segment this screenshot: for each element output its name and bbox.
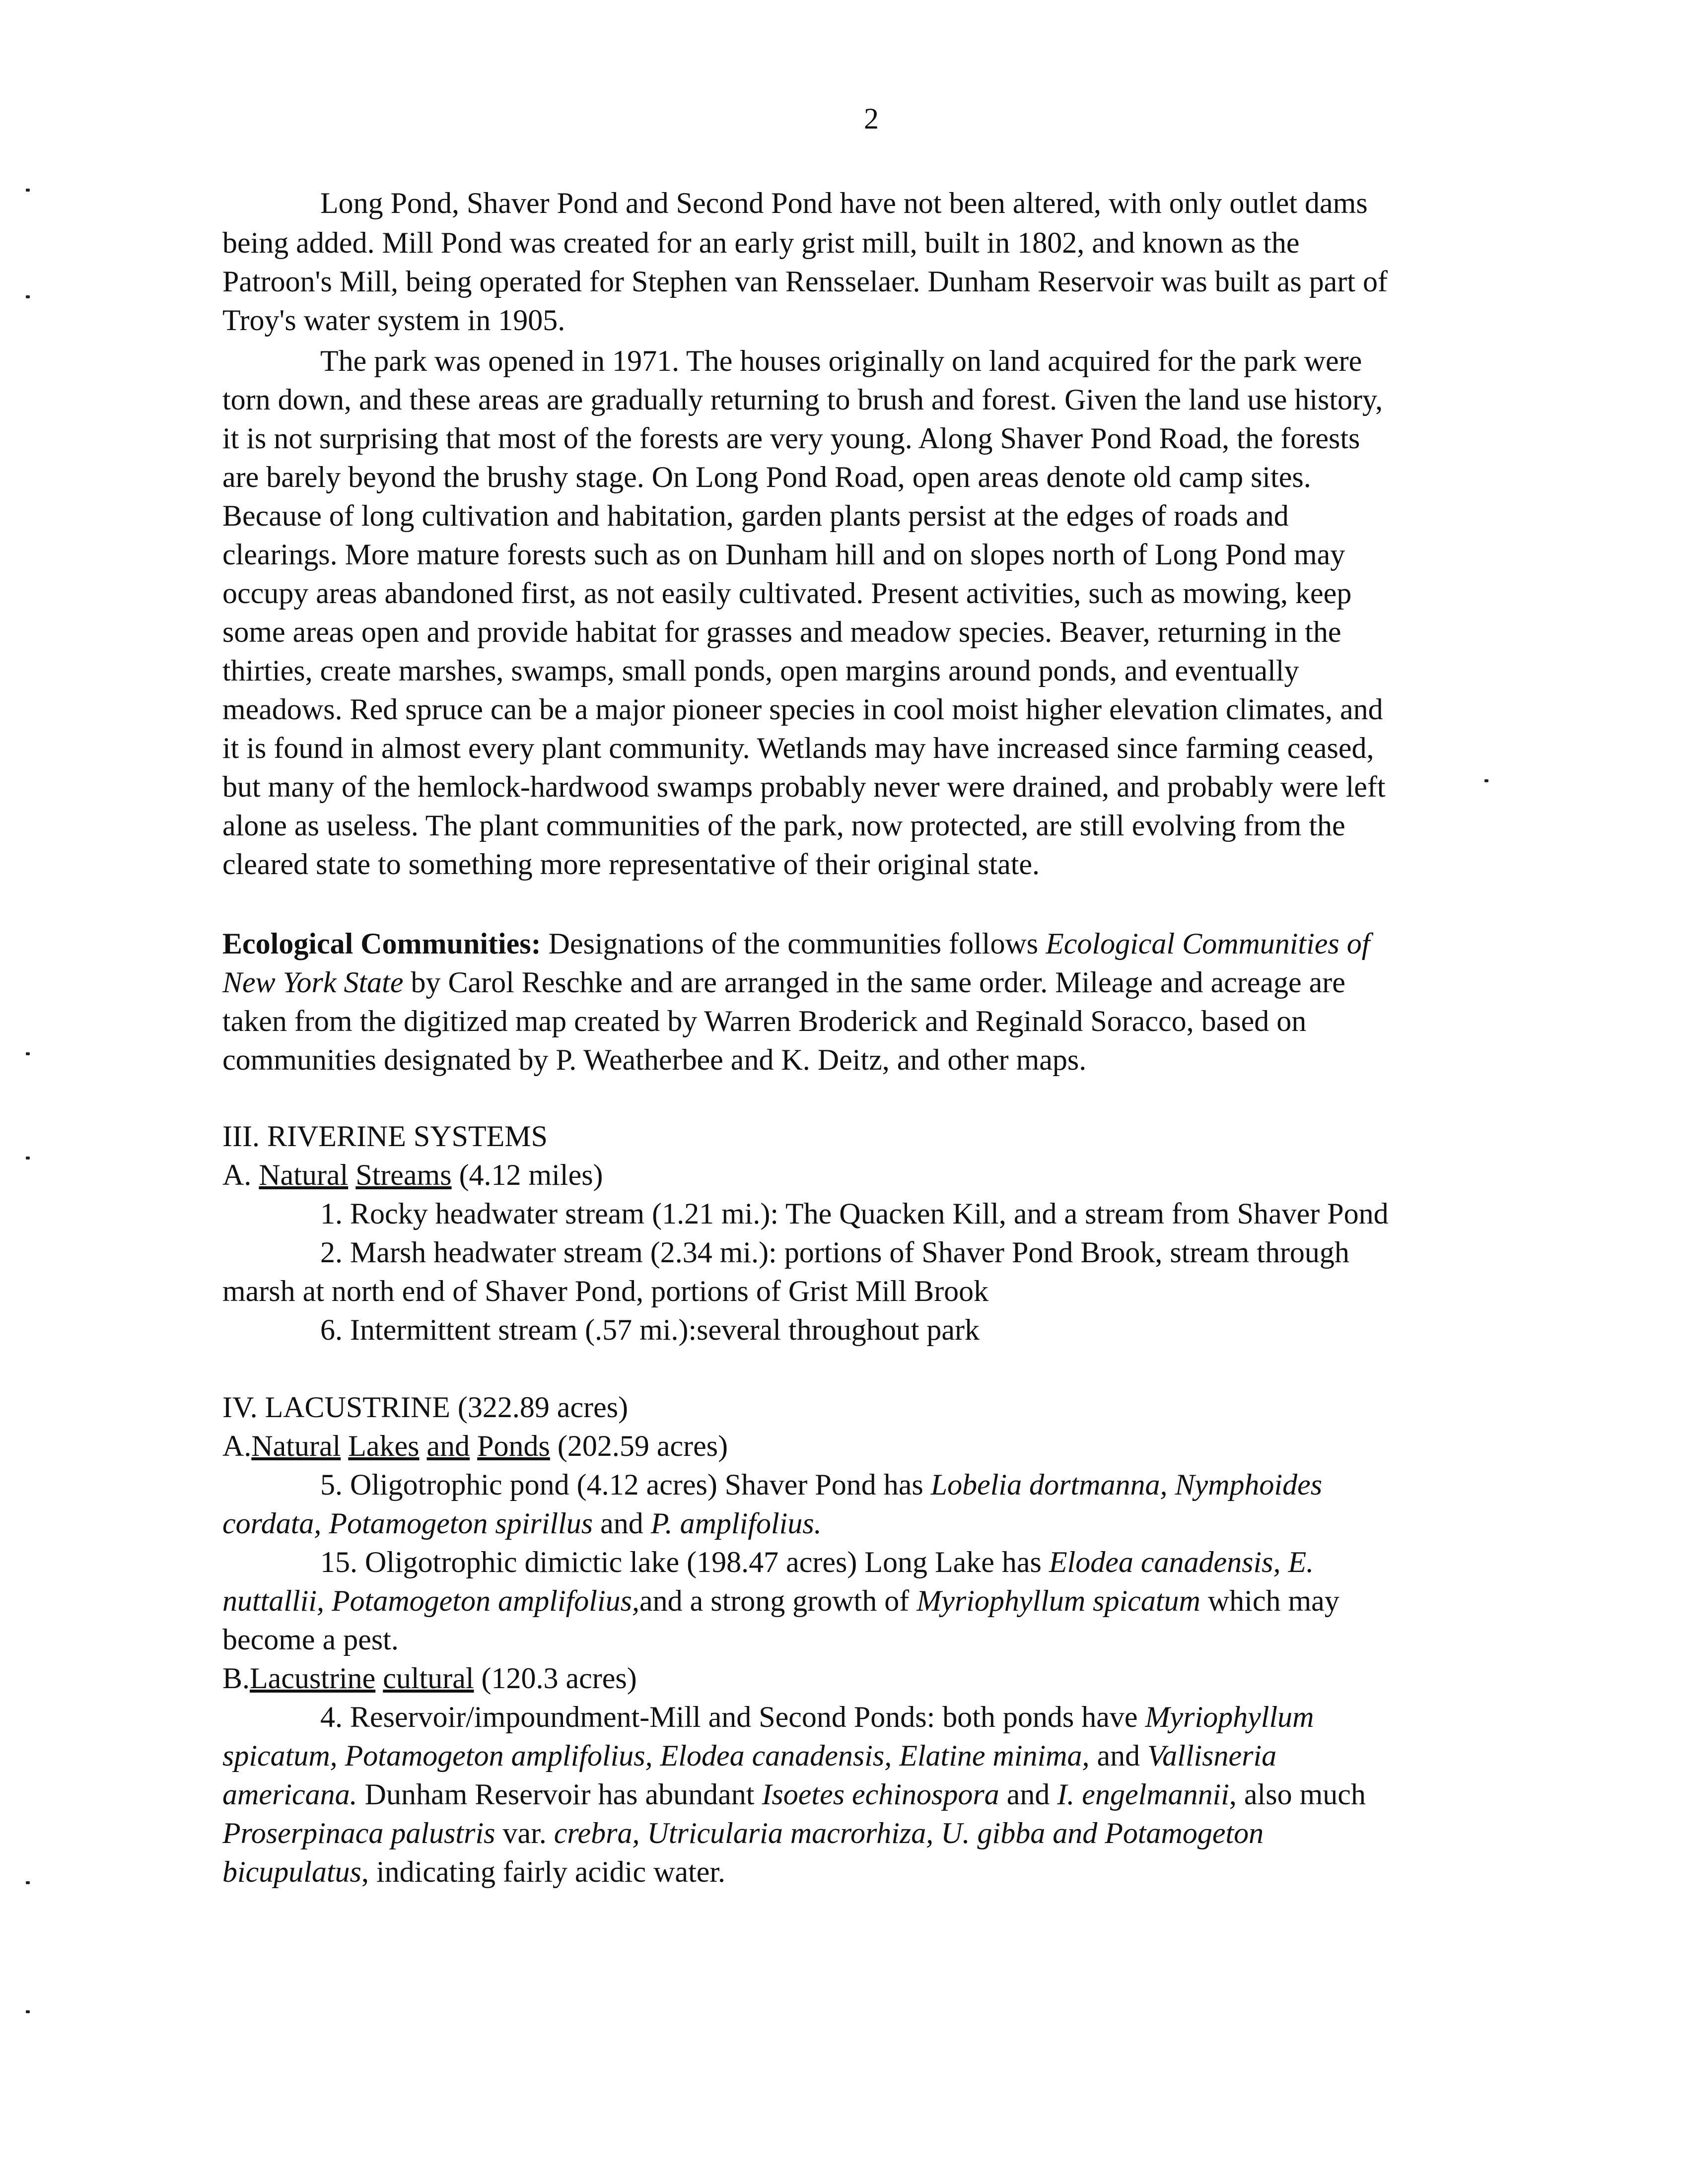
scan-speck [26, 295, 30, 298]
text-line: torn down, and these areas are gradually returning to brush and forest. Given the land use history, [222, 383, 1383, 416]
list-item: 6. Intermittent stream (.57 mi.):several throughout park [320, 1313, 980, 1346]
list-item: 5. Oligotrophic pond (4.12 acres) Shaver Pond has Lobelia dortmanna, Nymphoides [320, 1468, 1323, 1501]
text-line: Ecological Communities: Designations of the communities follows Ecological Communities of [222, 927, 1370, 960]
text-line: cleared state to something more representative of their original state. [222, 848, 1040, 881]
text-line: alone as useless. The plant communities of the park, now protected, are still evolving from the [222, 809, 1345, 842]
list-item: 4. Reservoir/impoundment-Mill and Second Ponds: both ponds have Myriophyllum [320, 1701, 1314, 1733]
text-line: thirties, create marshes, swamps, small ponds, open margins around ponds, and eventually [222, 654, 1299, 687]
text-line: but many of the hemlock-hardwood swamps probably never were drained, and probably were left [222, 770, 1386, 803]
list-item: 1. Rocky headwater stream (1.21 mi.): The Quacken Kill, and a stream from Shaver Pond [320, 1197, 1389, 1230]
scan-speck [26, 1881, 30, 1884]
list-item-continuation: americana. Dunham Reservoir has abundant Isoetes echinospora and I. engelmannii, also much [222, 1778, 1366, 1811]
scan-speck [26, 189, 30, 192]
text-line: Because of long cultivation and habitation, garden plants persist at the edges of roads and [222, 499, 1289, 532]
page-number: 2 [864, 102, 879, 135]
scan-speck [26, 1052, 30, 1055]
section-heading: IV. LACUSTRINE (322.89 acres) [222, 1391, 629, 1424]
list-item-continuation: become a pest. [222, 1623, 399, 1656]
list-item-continuation: Proserpinaca palustris var. crebra, Utricularia macrorhiza, U. gibba and Potamogeton [222, 1817, 1264, 1849]
text-line: Long Pond, Shaver Pond and Second Pond have not been altered, with only outlet dams [320, 187, 1368, 219]
book-title: Ecological Communities of [1046, 927, 1370, 960]
text-line: occupy areas abandoned first, as not easily cultivated. Present activities, such as mowing, keep [222, 577, 1352, 610]
text-line: it is not surprising that most of the forests are very young. Along Shaver Pond Road, the forests [222, 422, 1360, 455]
list-item-continuation: cordata, Potamogeton spirillus and P. amplifolius. [222, 1507, 822, 1540]
list-item-continuation: spicatum, Potamogeton amplifolius, Elodea canadensis, Elatine minima, and Vallisneria [222, 1739, 1277, 1772]
scan-speck [1484, 779, 1488, 782]
text-line: being added. Mill Pond was created for an early grist mill, built in 1802, and known as the [222, 226, 1300, 259]
text-line: it is found in almost every plant community. Wetlands may have increased since farming ceased, [222, 732, 1374, 764]
text-line: meadows. Red spruce can be a major pioneer species in cool moist higher elevation climates, and [222, 693, 1383, 726]
list-item-continuation: marsh at north end of Shaver Pond, portions of Grist Mill Brook [222, 1275, 989, 1307]
text-line: some areas open and provide habitat for grasses and meadow species. Beaver, returning in the [222, 615, 1341, 648]
list-item-continuation: bicupulatus, indicating fairly acidic water. [222, 1855, 726, 1888]
text-line: clearings. More mature forests such as on Dunham hill and on slopes north of Long Pond may [222, 538, 1345, 571]
text-line: New York State by Carol Reschke and are arranged in the same order. Mileage and acreage are [222, 966, 1345, 999]
text-line: Patroon's Mill, being operated for Stephen van Rensselaer. Dunham Reservoir was built as part of [222, 265, 1388, 298]
text-line: The park was opened in 1971. The houses originally on land acquired for the park were [320, 344, 1362, 377]
book-title: New York State [222, 966, 404, 999]
section-heading: III. RIVERINE SYSTEMS [222, 1120, 548, 1153]
subsection-heading: B.Lacustrine cultural (120.3 acres) [222, 1662, 637, 1695]
text-line: communities designated by P. Weatherbee and K. Deitz, and other maps. [222, 1043, 1087, 1076]
scan-speck [26, 2010, 30, 2013]
text-line: taken from the digitized map created by Warren Broderick and Reginald Soracco, based on [222, 1005, 1307, 1037]
section-heading: Ecological Communities: [222, 927, 541, 960]
subsection-heading: A. Natural Streams (4.12 miles) [222, 1159, 603, 1191]
list-item-continuation: nuttallii, Potamogeton amplifolius,and a strong growth of Myriophyllum spicatum which may [222, 1584, 1339, 1617]
scan-speck [26, 1157, 30, 1160]
list-item: 2. Marsh headwater stream (2.34 mi.): portions of Shaver Pond Brook, stream through [320, 1236, 1349, 1269]
list-item: 15. Oligotrophic dimictic lake (198.47 acres) Long Lake has Elodea canadensis, E. [320, 1546, 1314, 1578]
text-line: Troy's water system in 1905. [222, 304, 565, 337]
subsection-heading: A.Natural Lakes and Ponds (202.59 acres) [222, 1430, 728, 1462]
text-line: are barely beyond the brushy stage. On Long Pond Road, open areas denote old camp sites. [222, 461, 1311, 493]
